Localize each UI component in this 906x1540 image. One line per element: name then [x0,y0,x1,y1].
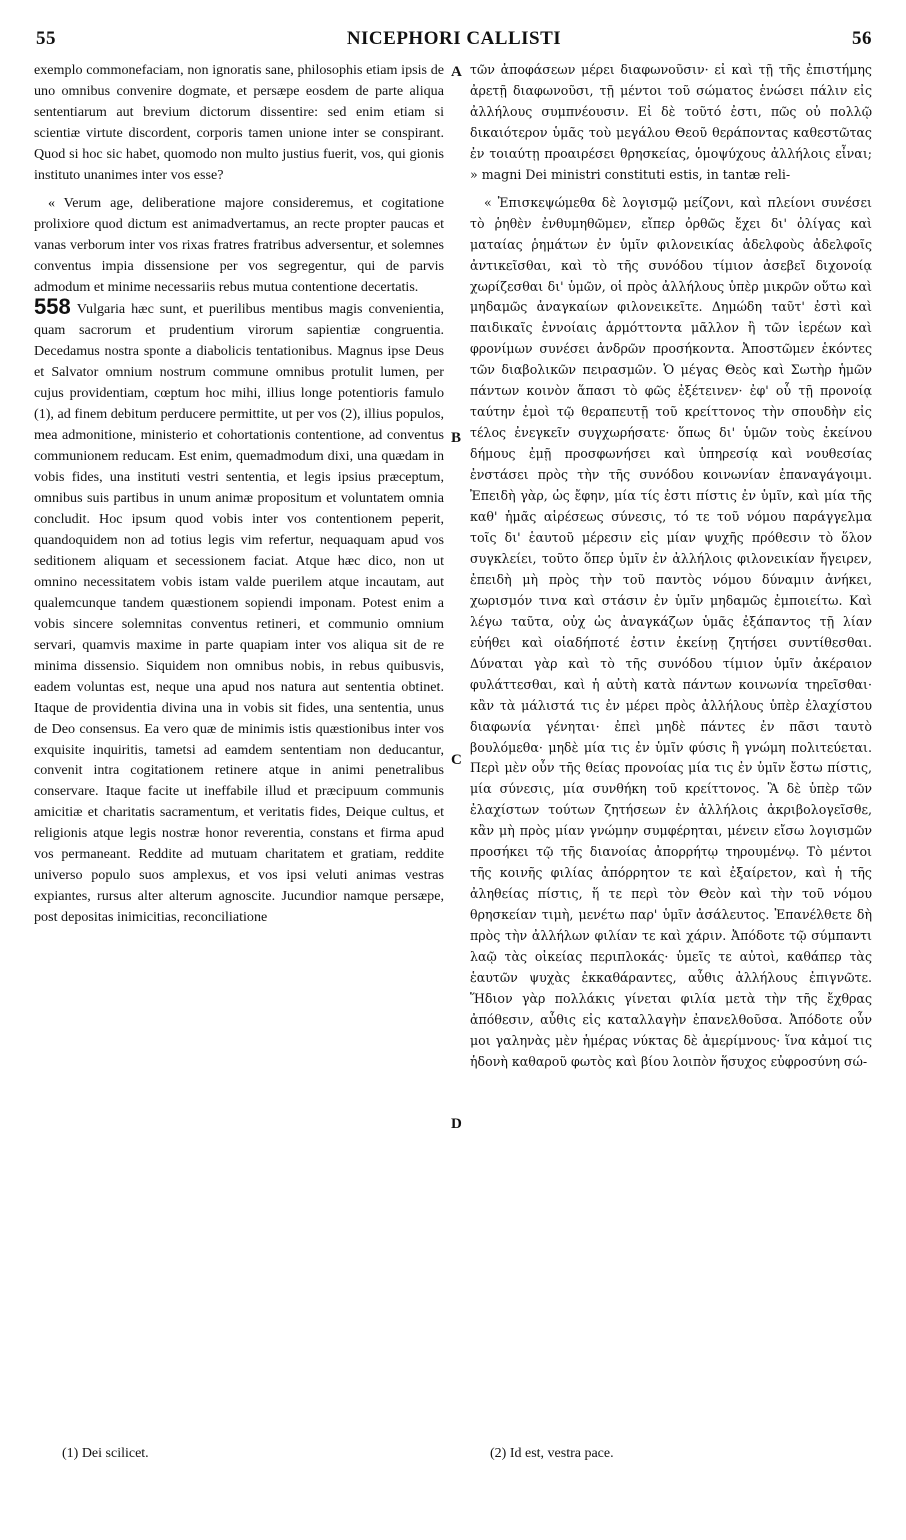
margin-letter-a: A [451,64,462,80]
greek-paragraph-2: « Ἐπισκεψώμεθα δὲ λογισμῷ μείζονι, καὶ πλείονι συνέσει τὸ ῥηθὲν ἐνθυμηθῶμεν, εἴπερ ὀρθῶς ἔχει δι' ὀλίγας καὶ ματαίας ῥημάτων ἐν ὑμῖν φιλονεικίας ἀδελφοὺς ἀδελφοῖς ἀντικεῖσθαι, καὶ τὸ τῆς συνόδου τίμιον ἀσεβεῖ διχονοίᾳ χωρίζεσθαι δι' ὑμῶν, οἱ πρὸς ἀλλήλους ὑπὲρ μικρῶν οὕτω καὶ μηδαμῶς ἀναγκαίων φιλονεικεῖτε. Δημώδη ταῦτ' ἐστὶ καὶ παιδικαῖς ἐννοίαις ἁρμόττοντα μᾶλλον ἢ τῶν ἱερέων καὶ φρονίμων συνέσει ἀνδρῶν προσήκοντα. Ἀποστῶμεν ἑκόντες τῶν διαβολικῶν πειρασμῶν. Ὁ μέγας Θεὸς καὶ Σωτὴρ ἡμῶν πάντων κοινὸν ἅπασι τὸ φῶς ἐξέτεινεν· ἐφ' οὗ τῇ προνοίᾳ ταύτην ἐμοὶ τῷ θεραπευτῇ τοῦ κρείττονος τὴν σπουδὴν εἰς τέλος ἐνεγκεῖν συγχωρήσατε· ὅπως δι' ὑμῶν τοὺς ἐκείνου δήμους ἐμῇ προσφωνήσει καὶ ὑπηρεσίᾳ καὶ νουθεσίας ἐνστάσει πρὸς τὴν τῆς συνόδου κοινωνίαν ἐπαναγάγοιμι. Ἐπειδὴ γὰρ, ὡς ἔφην, μία τίς ἐστι πίστις ἐν ὑμῖν, καὶ μία τῆς καθ' ἡμᾶς αἱρέσεως σύνεσις, τό τε τοῦ νόμου παράγγελμα τοῖς δι' ἑαυτοῦ μέρεσιν εἰς μίαν ψυχῆς πρόθεσιν τὸ ὅλον συγκλείει, τοῦτο ὅπερ ὑμῖν ἐν ἀλλήλοις φιλονεικίαν ἤγειρεν, ἐπειδὴ μὴ πρὸς τὴν τοῦ παντὸς νόμου δύναμιν ἀνήκει, χωρισμόν τινα καὶ στάσιν ἐν ὑμῖν μηδαμῶς ἐμποιείτω. Καὶ λέγω ταῦτα, οὐχ ὡς ἀναγκάζων ὑμᾶς ἐξάπαντος τῇ λίαν εὐήθει καὶ οἱαδήποτέ ἐστιν ἐκείνῃ ζητήσει συντίθεσθαι. Δύναται γὰρ καὶ τὸ τῆς συνόδου τίμιον ὑμῖν ἀκέραιον φυλάττεσθαι, καὶ ἡ αὐτὴ κατὰ πάντων κοινωνία τηρεῖσθαι· κἂν τὰ μάλιστά τις ἐν μέρει πρὸς ἀλλήλους ὑπὲρ ἐλαχίστου διαφωνία γένηται· ἐπεὶ μηδὲ πάντες ἐν πᾶσι ταυτὸ βουλόμεθα· μηδὲ μία τις ἐν ὑμῖν φύσις ἢ γνώμη πολιτεύεται. Περὶ μὲν οὖν τῆς θείας προνοίας μία τις ἐν ὑμῖν ἔστω πίστις, μία σύνεσις, μία συνθήκη τοῦ κρείττονος. Ἃ δὲ ὑπὲρ τῶν ἐλαχίστων τούτων ζητήσεων ἐν ἀλλήλοις ἀκριβολογεῖσθε, κἂν μὴ πρὸς μίαν γνώμην συμφέρηται, μένειν εἴσω λογισμῶν προσήκει τῷ τῆς διανοίας ἀπορρήτῳ τηρουμένῳ. Τὸ μέντοι τῆς κοινῆς φιλίας ἀπόρρητον τε καὶ ἐξαίρετον, καὶ ἡ τῆς ἀληθείας πίστις, ἥ τε περὶ τὸν Θεὸν καὶ τὴν τοῦ νόμου θρησκείαν τιμὴ, μενέτω παρ' ὑμῖν ἀσάλευτος. Ἐπανέλθετε δὴ πρὸς τὴν ἀλλήλων φιλίαν τε καὶ χάριν. Ἀπόδοτε τῷ σύμπαντι λαῷ τὰς οἰκείας περιπλοκάς· ὑμεῖς τε αὐτοὶ, καθάπερ τὰς ἑαυτῶν ψυχὰς ἐκκαθάραντες, αὖθις ἀλλήλους ἐπιγνῶτε. Ἥδιον γὰρ πολλάκις γίνεται φιλία μετὰ τὴν τῆς ἔχθρας ἀπόθεσιν, αὖθις εἰς καταλλαγὴν ἐπανελθοῦσα. Ἀπόδοτε οὖν μοι γαληνὰς μὲν ἡμέρας νύκτας δὲ ἀμερίμνους· ἵνα κἀμοί τις ἡδονὴ καθαροῦ φωτὸς καὶ βίου λοιπὸν ἥσυχος εὐφροσύνη σώ- [470,194,872,1069]
column-number: 558 [34,294,71,320]
margin-letter-c: C [451,752,462,768]
footnote-1: (1) Dei scilicet. [62,1446,149,1461]
latin-column [34,60,444,928]
page-number-left: 55 [36,28,56,49]
running-header [36,28,872,58]
page-number-right: 56 [852,28,872,49]
greek-column [470,60,872,1073]
greek-paragraph-1: τῶν ἀποφάσεων μέρει διαφωνοῦσιν· εἰ καὶ τῇ τῆς ἐπιστήμης ἀρετῇ διαφωνοῦσι, τῇ μέντοι τοῦ σώματος ἑνώσει πάλιν εἰς ἀλλήλους συμπνέουσιν. Εἰ δὲ τοῦτό ἐστι, πῶς οὐ πολλῷ δικαιότερον ὑμᾶς τοὺ μεγάλου Θεοῦ θεράποντας καθεστῶτας ἐν τοιαύτῃ προαιρέσει θρησκείας, ὁμοψύχους ἀλλήλοις εἶναι; » magni Dei ministri constituti estis, in tantæ reli- [470,62,872,182]
latin-paragraph-1: exemplo commonefaciam, non ignoratis sane, philosophis etiam ipsis de uno omnibus convenire dogmate, et persæpe eosdem de parte aliqua sententiarum aut brevium dictorum dissentire: sed enim etiam si scientiæ virtute discordent, corporis tamen unione inter se conspirant. Quod si hoc sic habet, quomodo non multo justius fuerit, vos, qui gionis instituto unanimes inter vos esse? [34,62,444,183]
latin-paragraph-3-text: Vulgaria hæc sunt, et puerilibus mentibus magis convenientia, quam sacrorum et prudentium virorum sapientiæ congruentia. Decedamus nostra sponte a diabolicis tentationibus. Magnus ipse Deus et Salvator omnium nostrum commune omnibus protulit lumen, per cujus providentiam, cœptum hoc mihi, illius longe potentioris famulo (1), ad finem debitum perducere permittite, ut per vos (2), illius populos, mea admonitione, ministerio et cohortationis contentione, ad conventus communionem reducam. Est enim, quemadmodum dixi, una quædam in vobis fides, una instituti vestri sententia, et legis ipsius præceptum, omnibus suis partibus in unum animæ propositum et voluntatem omnia concludit. Hoc ipsum quod vobis inter vos contentionem peperit, quandoquidem non ad totius legis vim refertur, nequaquam apud vos seditionem aliquam et secessionem faciat. Atque hæc dico, non ut omnino necessitatem vobis istam valde puerilem atque incautam, aut qualemcunque tandem quæstionem sopiendi imponam. Potest enim a vobis sincere solemnitas conventus retineri, et communio omnium servari, quamvis maxime in parte quapiam inter vos aliqua sit de re minima dissensio. Siquidem non omnibus nobis, in rebus quibusvis, eadem voluntas est, neque una apud nos natura aut sententia obtinet. Itaque de providentia divina una in vobis sit fides, una sententia, unus de Deo consensus. Ea vero quæ de minimis istis quæstionibus inter vos exquisite inquiritis, tametsi ad eamdem sententiam non deducantur, convenit intra cogitationem retinere atque in animi penetralibus conservare. Itaque facite ut ineffabile illud et præcipuum communis amicitiæ et charitatis sacramentum, et veritatis fides, Deique cultus, et religionis atque legis nostræ honor reverentia, constans et firma apud vos permaneant. Reddite ad mutuam charitatem et gratiam, reddite universo populo suos amplexus, et vos ipsi veluti animas vestras expiantes, rursus alter alterum agnoscite. Jucundior namque persæpe, post depositas inimicitias, reconciliatione [34,301,444,926]
running-title: NICEPHORI CALLISTI [346,28,562,49]
latin-paragraph-2: « Verum age, deliberatione majore consideremus, et cogitatione prolixiore quod dictum est animadvertamus, an recte propter paucas et vanas verborum inter vos rixas fratres fratribus adversentur, et solemnes conventus impia dissensione per vos segregentur, qui de parvis admodum et minime necessariis rebus mutua contentione decertatis. [34,194,444,295]
footnote-2: (2) Id est, vestra pace. [490,1446,614,1461]
latin-paragraph-3 [34,294,444,928]
margin-letter-b: B [451,430,462,446]
margin-letter-d: D [451,1116,462,1132]
